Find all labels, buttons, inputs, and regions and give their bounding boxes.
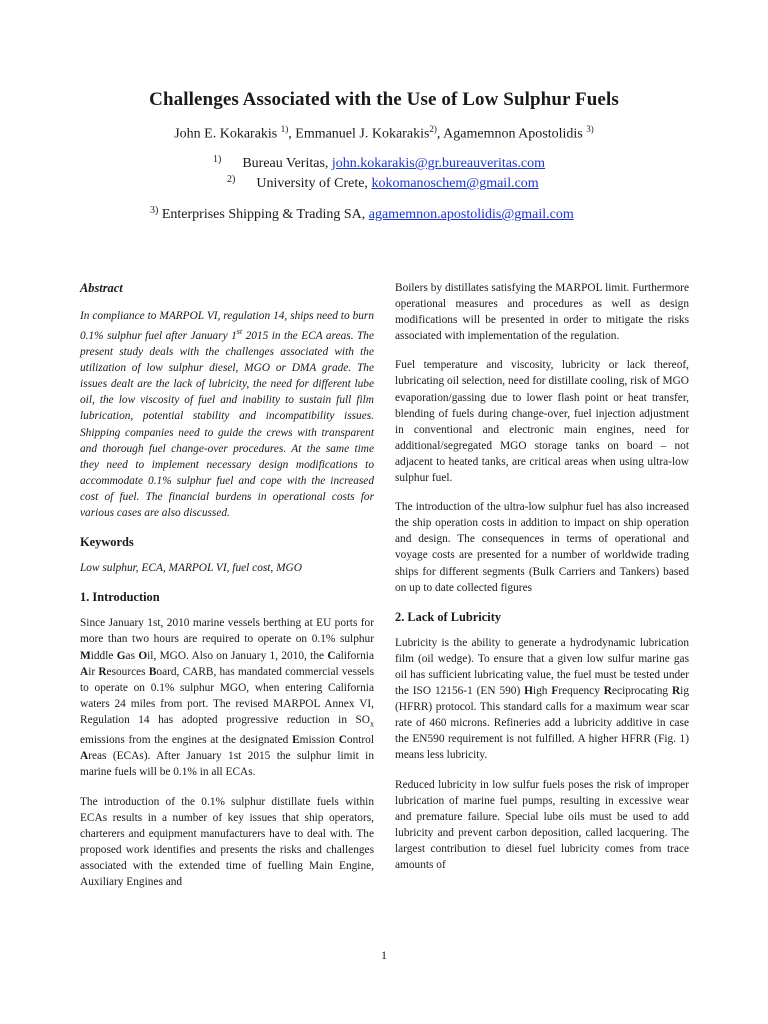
author-affiliation-mark: 1): [280, 124, 289, 134]
affiliation-1: [213, 156, 545, 172]
section-heading-lubricity: 2. Lack of Lubricity: [395, 609, 502, 624]
affiliation-org: Enterprises Shipping & Trading SA,: [161, 207, 366, 222]
author-affiliation-mark: 3): [586, 124, 594, 134]
page-number: 1: [381, 948, 387, 962]
keywords-text: Low sulphur, ECA, MARPOL VI, fuel cost, MGO: [80, 562, 302, 575]
affiliation-email-link[interactable]: agamemnon.apostolidis@gmail.com: [368, 207, 574, 222]
affiliation-org: University of Crete,: [256, 176, 368, 191]
intro-paragraph-4: Fuel temperature and viscosity, lubricity or lack thereof, lubricating oil selection, need for distillate cooling, risk of MGO evaporation/gassing due to lower flash point or heat transfer, blending of fuels during change-over, fuel injection adjustment in conventional and electronic main engines, need for additional/segregated MGO storage tanks on board – not adjacent to heated tanks, are critical areas when using ultra-low sulphur fuel.: [395, 359, 689, 485]
intro-paragraph-2: The introduction of the 0.1% sulphur distillate fuels within ECAs results in a number of key issues that ship operators, charterers and equipment manufacturers have to deal with. The proposed work identifies and presents the risks and challenges associated with the extended time of fuelling Main Engine, Auxiliary Engines and: [80, 795, 374, 889]
lubricity-paragraph-2: Reduced lubricity in low sulfur fuels poses the risk of improper lubrication of marine fuel pumps, resulting in excessive wear and premature failure. Special lube oils must be used to add lubricity and prevent carbon deposition, called lacquering. The largest contribution to diesel fuel lubricity comes from trace amounts of: [395, 778, 689, 871]
keywords-heading: Keywords: [80, 535, 134, 550]
left-column: [80, 280, 374, 903]
paper-title: Challenges Associated with the Use of Low Sulphur Fuels: [149, 89, 619, 110]
affiliation-2: [227, 176, 539, 192]
intro-paragraph-5: The introduction of the ultra-low sulphur fuel has also increased the ship operation costs in addition to impact on ship operation and design. The consequences in terms of operational and voyage costs are presented for a number of worldwide trading ships for different segments (Bulk Carriers and Tankers) based on up to date collected figures: [395, 501, 689, 594]
affiliation-email-link[interactable]: john.kokarakis@gr.bureauveritas.com: [331, 156, 546, 171]
abstract-text: In compliance to MARPOL VI, regulation 14, ships need to burn 0.1% sulphur fuel after January 1st 2015 in the ECA areas. The present study deals with the challenges associated with the utilization of low sulphur diesel, MGO or DMA grade. The issues dealt are the lack of lubricity, the need for different lube oil, the low viscosity of fuel and inability to sustain full film lubrication, potential stability and incompatibility issues. Shipping companies need to guide the crews with transparent and thorough fuel change-over procedures. At the same time they need to implement necessary design modifications to accommodate 0.1% sulphur fuel and cope with the increased cost of fuel. The financial burdens in operational costs for various cases are also discussed.: [80, 310, 374, 519]
affiliation-3: [150, 207, 574, 223]
author-name: John E. Kokarakis: [174, 126, 278, 142]
lubricity-paragraph-1: Lubricity is the ability to generate a hydrodynamic lubrication film (oil wedge). To ensure that a given low sulfur marine gas oil has sufficient lubricating value, the fuel must be tested under the ISO 12156-1 (EN 590) High Frequency Reciprocating Rig (HFRR) protocol. This standard calls for a maximum wear scar rate of 460 microns. Refineries add a lubricity additive in case the EN590 requirement is not fulfilled. A higher HFRR (Fig. 1) means less lubricity.: [395, 636, 689, 762]
affiliation-email-link[interactable]: kokomanoschem@gmail.com: [371, 176, 539, 191]
author-affiliation-mark: 2): [429, 124, 437, 134]
author-list: John E. Kokarakis $^{1)}$, Emmanuel J. Kokarakis$^{2)}$, Agamemnon Apostolidis $^{3)}$: [174, 124, 594, 142]
author-name: Agamemnon Apostolidis: [443, 126, 583, 142]
section-heading-introduction: 1. Introduction: [80, 590, 160, 605]
affiliation-number: 3): [150, 205, 159, 216]
intro-paragraph-3: Boilers by distillates satisfying the MARPOL limit. Furthermore operational measures and procedures as well as design modifications will be presented in order to mitigate the risks associated with implementation of the regulation.: [395, 282, 689, 343]
intro-paragraph-1: Since January 1st, 2010 marine vessels berthing at EU ports for more than two hours are required to operate on 0.1% sulphur Middle Gas Oil, MGO. Also on January 1, 2010, the California Air Resources Board, CARB, has mandated commercial vessels to operate on 0.1% sulphur MGO, when entering California waters 24 miles from port. The revised MARPOL Annex VI, Regulation 14 has adopted progressive reduction in $SO_x$ emissions from the engines at the designated Emission Control Areas (ECAs). After January 1st 2015 the sulphur limit in marine fuels will be 0.1% in all ECAs.: [80, 617, 375, 779]
affiliation-org: Bureau Veritas,: [242, 156, 329, 171]
affiliation-number: 1): [213, 154, 222, 165]
right-column: [395, 280, 689, 886]
abstract-heading: Abstract: [80, 281, 123, 295]
author-name: Emmanuel J. Kokarakis: [295, 126, 430, 142]
affiliation-number: 2): [227, 174, 236, 185]
